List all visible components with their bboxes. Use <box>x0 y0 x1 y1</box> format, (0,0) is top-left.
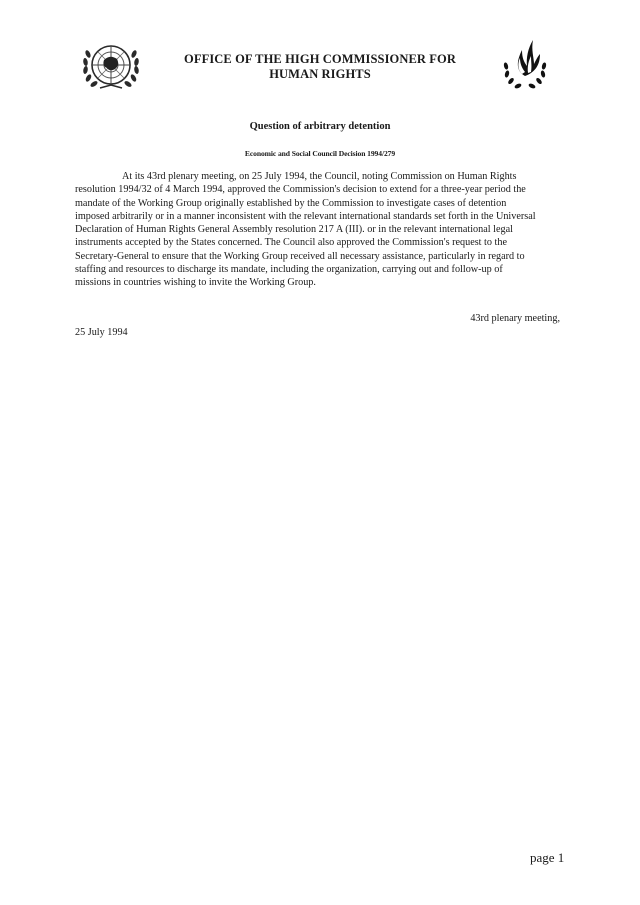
body-line: At its 43rd plenary meeting, on 25 July 1994, the Council, noting Commission on Human Rights <box>122 171 517 182</box>
header-title-line-2: HUMAN RIGHTS <box>269 67 371 81</box>
closing-date: 25 July 1994 <box>75 327 128 338</box>
body-line: imposed arbitrarily or in a manner inconsistent with the relevant international standards set forth in the Universal <box>75 210 536 222</box>
header-title-line-1: OFFICE OF THE HIGH COMMISSIONER FOR <box>184 52 456 66</box>
office-header-title <box>160 52 480 82</box>
page-number: page 1 <box>530 850 565 865</box>
body-line: mandate of the Working Group originally established by the Commission to investigate cases of detention <box>75 197 507 209</box>
body-line: Secretary-General to ensure that the Working Group received all necessary assistance, particularly in regard to <box>75 250 525 262</box>
ohchr-flame-emblem-icon <box>500 36 550 92</box>
document-subtitle: Economic and Social Council Decision 1994/279 <box>244 149 396 158</box>
united-nations-emblem-icon <box>80 38 142 94</box>
body-line: Declaration of Human Rights General Assembly resolution 217 A (III). or in the relevant international legal <box>75 224 513 236</box>
body-line: staffing and resources to discharge its mandate, including the organization, carrying out and follow-up of <box>75 264 503 276</box>
body-line: missions in countries wishing to invite the Working Group. <box>75 277 316 289</box>
closing-meeting: 43rd plenary meeting, <box>470 313 560 324</box>
body-paragraph <box>75 170 575 290</box>
document-title: Question of arbitrary detention <box>249 121 391 132</box>
body-line: instruments accepted by the States concerned. The Council also approved the Commission's request to the <box>75 237 507 249</box>
body-line: resolution 1994/32 of 4 March 1994, approved the Commission's decision to extend for a three-year period the <box>75 184 526 196</box>
